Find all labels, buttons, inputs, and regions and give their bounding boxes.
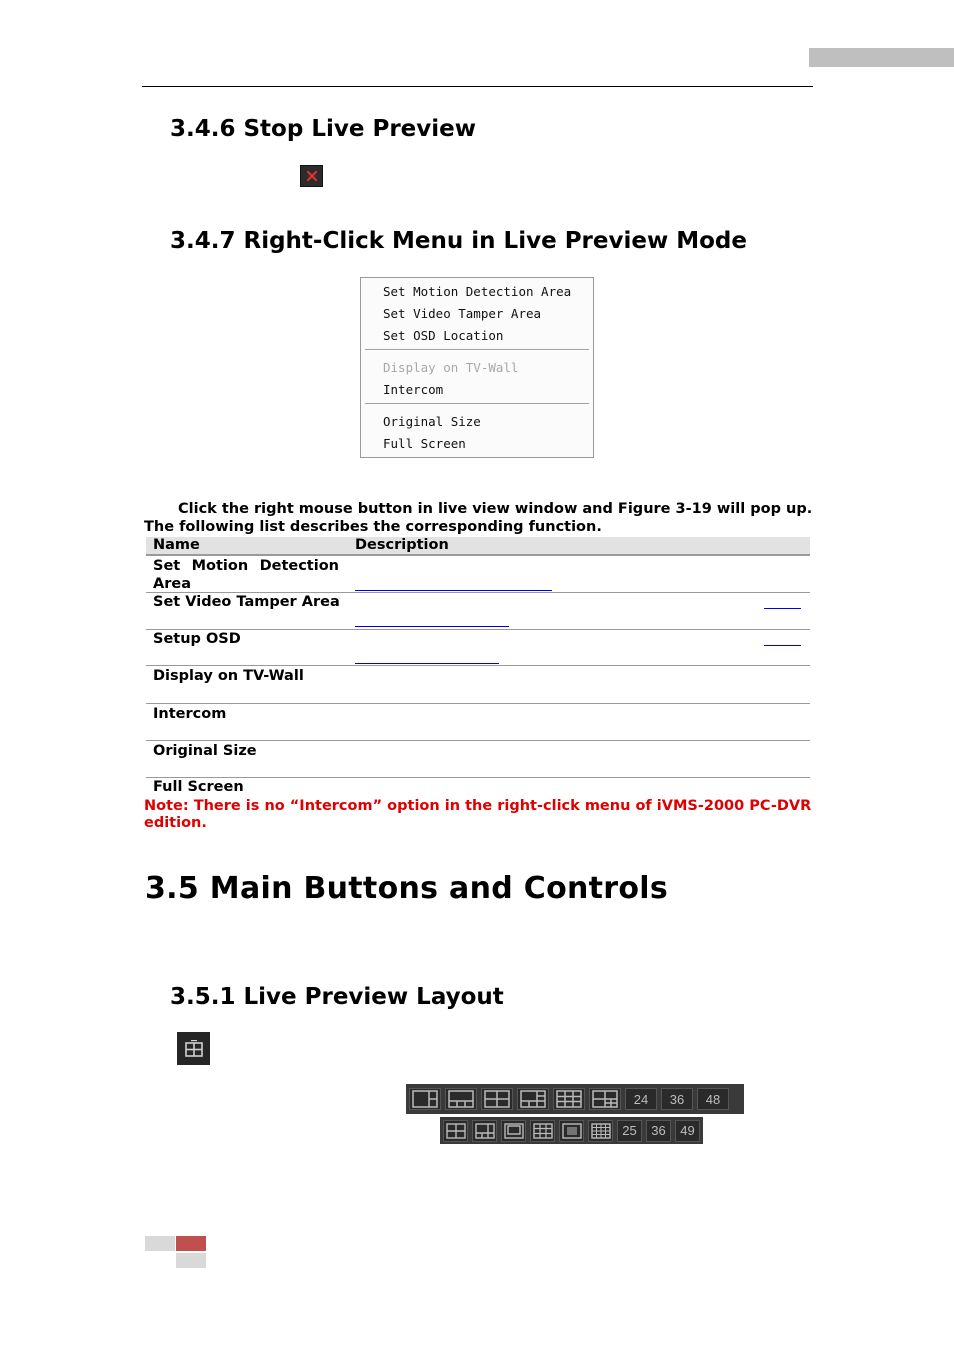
menu-item-set-osd-location[interactable]: Set OSD Location xyxy=(383,328,504,343)
layout-25-label: 25 xyxy=(622,1123,637,1138)
layout-1plus7-icon[interactable] xyxy=(589,1088,621,1110)
layout-48-button[interactable] xyxy=(697,1088,729,1110)
header-corner-bar xyxy=(809,48,954,67)
table-row-name: Set Video Tamper Area xyxy=(153,594,340,610)
layout-49-label: 49 xyxy=(680,1123,695,1138)
menu-separator xyxy=(365,403,589,405)
layout-3x3-icon[interactable] xyxy=(553,1088,585,1110)
table-row-name: Display on TV-Wall xyxy=(153,668,304,684)
close-icon[interactable] xyxy=(300,165,323,187)
layout-24-label: 24 xyxy=(633,1091,649,1107)
menu-item-original-size[interactable]: Original Size xyxy=(383,414,481,429)
layout-48-label: 48 xyxy=(705,1091,721,1107)
table-header xyxy=(146,537,810,556)
table-row-divider xyxy=(146,703,810,704)
layout-1plus9-icon[interactable] xyxy=(472,1120,497,1142)
table-row-divider xyxy=(146,665,810,666)
footer-block-accent xyxy=(176,1236,206,1251)
section-title-stop-live-preview: 3.4.6 Stop Live Preview xyxy=(170,116,476,142)
intro-line-1: Click the right mouse button in live view window and Figure 3-19 will pop up. xyxy=(178,501,813,517)
close-icon-glyph xyxy=(306,170,318,182)
chapter-title-main-buttons: 3.5 Main Buttons and Controls xyxy=(145,871,669,906)
menu-item-intercom[interactable]: Intercom xyxy=(383,382,444,397)
footer-block-gray xyxy=(176,1253,206,1268)
table-header-description: Description xyxy=(355,537,449,553)
layout-grid-icon[interactable] xyxy=(177,1032,210,1065)
note-text: Note: There is no “Intercom” option in the right-click menu of iVMS-2000 PC-DVR edition. xyxy=(144,798,812,831)
table-row-divider xyxy=(146,629,810,630)
menu-separator xyxy=(365,349,589,351)
table-row-name: Intercom xyxy=(153,706,227,722)
layout-36-button[interactable] xyxy=(661,1088,693,1110)
menu-item-set-video-tamper-area[interactable]: Set Video Tamper Area xyxy=(383,306,542,321)
layout-1plus12-icon[interactable] xyxy=(501,1120,526,1142)
layout-24-button[interactable] xyxy=(625,1088,657,1110)
menu-item-set-motion-detection-area[interactable]: Set Motion Detection Area xyxy=(383,284,572,299)
link-underline[interactable] xyxy=(764,608,801,609)
table-row-name: Set Motion Detection Area xyxy=(153,558,339,592)
menu-item-full-screen[interactable]: Full Screen xyxy=(383,436,466,451)
table-row-name: Setup OSD xyxy=(153,631,241,647)
table-header-name: Name xyxy=(153,537,200,553)
link-underline[interactable] xyxy=(355,590,552,591)
layout-25-button[interactable] xyxy=(617,1120,642,1142)
table-row-divider xyxy=(146,777,810,778)
layout-4x4-icon[interactable] xyxy=(443,1120,468,1142)
link-underline[interactable] xyxy=(355,626,509,627)
table-row-divider xyxy=(146,740,810,741)
layout-4x4-grid-icon[interactable] xyxy=(530,1120,555,1142)
layout-36-label: 36 xyxy=(651,1123,666,1138)
layout-36-button[interactable] xyxy=(646,1120,671,1142)
layout-grid-icon-glyph xyxy=(185,1040,203,1058)
section-title-live-preview-layout: 3.5.1 Live Preview Layout xyxy=(170,984,504,1010)
link-underline[interactable] xyxy=(764,645,801,646)
layout-1plus1-icon[interactable] xyxy=(409,1088,441,1110)
context-menu xyxy=(360,277,594,458)
layout-toolbar-row-1 xyxy=(406,1084,744,1114)
layout-5x5-icon[interactable] xyxy=(588,1120,613,1142)
footer-block-gray xyxy=(145,1236,175,1251)
layout-1plus2-icon[interactable] xyxy=(445,1088,477,1110)
table-row-name: Full Screen xyxy=(153,779,244,795)
table-row-name: Original Size xyxy=(153,743,257,759)
layout-2x2-icon[interactable] xyxy=(481,1088,513,1110)
intro-line-2: The following list describes the corresponding function. xyxy=(144,519,602,535)
menu-item-display-on-tv-wall: Display on TV-Wall xyxy=(383,360,519,375)
layout-1plus5-icon[interactable] xyxy=(517,1088,549,1110)
link-underline[interactable] xyxy=(355,663,499,664)
section-title-right-click-menu: 3.4.7 Right-Click Menu in Live Preview Mode xyxy=(170,228,747,254)
layout-1plus20-icon[interactable] xyxy=(559,1120,584,1142)
header-rule xyxy=(142,86,813,87)
layout-toolbar-row-2 xyxy=(440,1117,703,1144)
layout-36-label: 36 xyxy=(669,1091,685,1107)
layout-49-button[interactable] xyxy=(675,1120,700,1142)
